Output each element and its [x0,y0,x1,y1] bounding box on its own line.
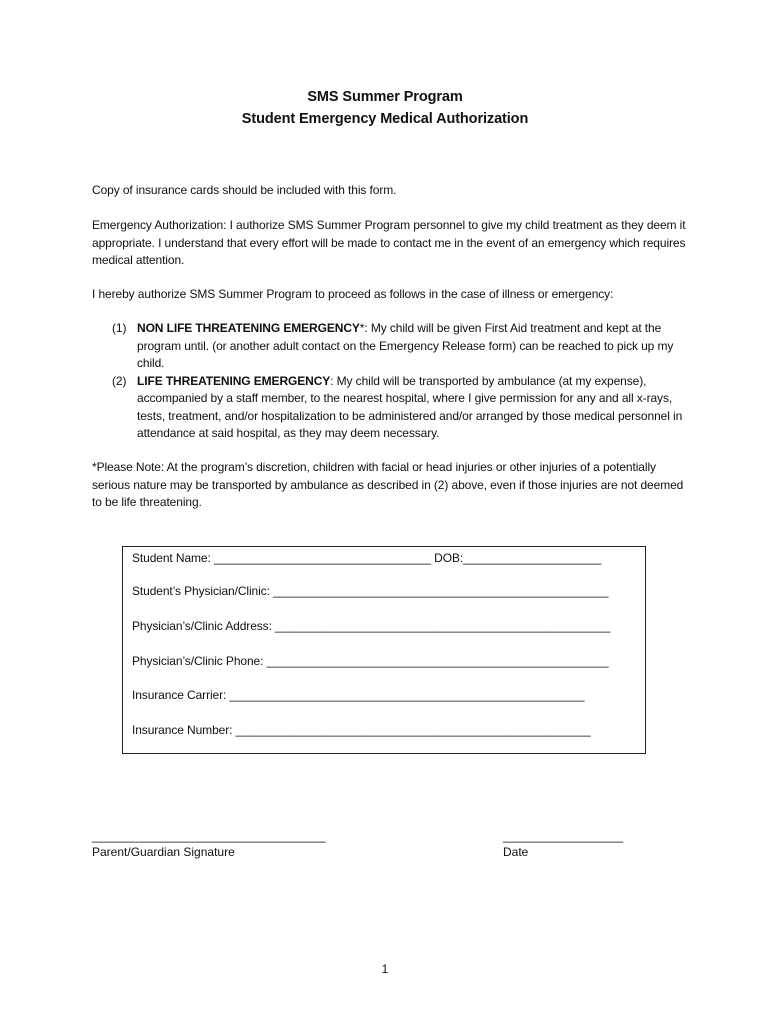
list-item-number: (2) [112,373,127,388]
list-item [112,373,692,443]
list-item-number: (1) [112,321,127,335]
date-label: Date [503,845,529,859]
insurance-note: Copy of insurance cards should be included with this form. [92,183,397,197]
list-item-heading-suffix: *: [359,321,371,335]
insurance-carrier-field[interactable]: Insurance Carrier: ______________________________________________________ [132,688,585,702]
document-subtitle: Student Emergency Medical Authorization [241,111,529,127]
page-number: 1 [381,962,389,976]
signature-line[interactable]: ___________________________________ [92,829,326,843]
emergency-authorization-paragraph: Emergency Authorization: I authorize SMS Summer Program personnel to give my child treatment as they deem it appropriate. I understand that every effort will be made to contact me in the event of an emergency which requires medical attention. [92,218,686,267]
clinic-address-field[interactable]: Physician’s/Clinic Address: ___________________________________________________ [132,619,611,633]
list-item-heading-suffix: : [330,373,337,388]
title-block [0,86,770,130]
date-line[interactable]: __________________ [503,829,624,843]
physician-clinic-field[interactable]: Student’s Physician/Clinic: ___________________________________________________ [132,584,609,598]
list-item-heading: NON LIFE THREATENING EMERGENCY [137,321,360,335]
list-item-heading: LIFE THREATENING EMERGENCY [137,373,331,388]
clinic-phone-field[interactable]: Physician’s/Clinic Phone: ____________________________________________________ [132,654,609,668]
list-item-body [137,373,692,443]
list-item [112,320,692,373]
document-title: SMS Summer Program [307,89,463,105]
list-item-body [137,320,692,373]
signature-label: Parent/Guardian Signature [92,845,235,859]
student-name-field[interactable]: Student Name: _________________________________ DOB:_____________________ [132,551,602,565]
student-info-box [122,546,646,754]
list-item-text: My child will be transported by ambulance (at my expense), accompanied by a staff member, to the nearest hospital, where I give permission for any and all x-rays, tests, treatment, and/or hospitalization to be administered and/or arranged by those medical personnel in attendance at said hospital, as they may deem necessary. [137,373,683,440]
please-note-paragraph: *Please Note: At the program’s discretion, children with facial or head injuries or other injuries of a potentially serious nature may be transported by ambulance as described in (2) above, even if those injuries are not deemed to be life threatening. [92,460,684,509]
authorize-statement: I hereby authorize SMS Summer Program to proceed as follows in the case of illness or emergency: [92,287,614,301]
treatment-list [112,320,692,443]
list-item-text: My child will be given First Aid treatment and kept at the program until. (or another adult contact on the Emergency Release form) can be reached to pick up my child. [137,321,674,370]
insurance-number-field[interactable]: Insurance Number: ______________________________________________________ [132,723,591,737]
